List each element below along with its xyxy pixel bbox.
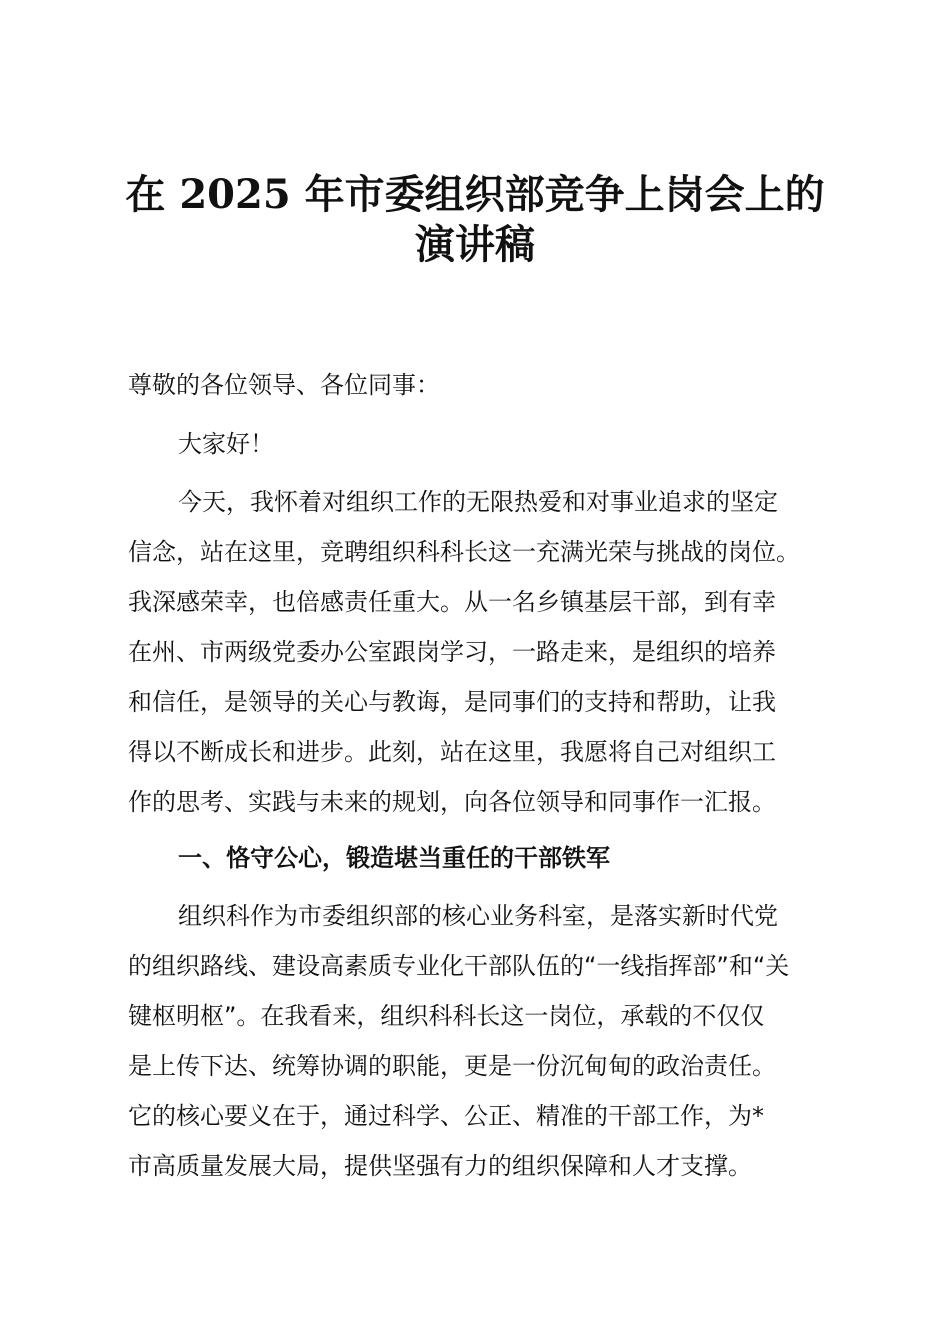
paragraph-line: 今天，我怀着对组织工作的无限热爱和对事业追求的坚定 bbox=[178, 488, 778, 516]
paragraph-line: 得以不断成长和进步。此刻，站在这里，我愿将自己对组织工 bbox=[128, 738, 776, 766]
paragraph-line: 它的核心要义在于，通过科学、公正、精准的干部工作，为* bbox=[128, 1102, 764, 1130]
paragraph-line: 组织科作为市委组织部的核心业务科室，是落实新时代党 bbox=[178, 902, 778, 930]
paragraph-line: 作的思考、实践与未来的规划，向各位领导和同事作一汇报。 bbox=[128, 788, 776, 816]
greeting bbox=[128, 419, 828, 469]
section-1-paragraph bbox=[128, 891, 828, 1191]
section-1-heading bbox=[128, 833, 828, 883]
paragraph-line: 是上传下达、统筹协调的职能，更是一份沉甸甸的政治责任。 bbox=[128, 1052, 776, 1080]
document-title bbox=[120, 166, 830, 266]
salutation bbox=[128, 360, 828, 410]
title-line: 在 2025 年市委组织部竞争上岗会上的 bbox=[125, 171, 825, 218]
greeting-text: 大家好！ bbox=[178, 430, 274, 458]
paragraph-line: 我深感荣幸，也倍感责任重大。从一名乡镇基层干部，到有幸 bbox=[128, 588, 776, 616]
paragraph-line: 信念，站在这里，竞聘组织科科长这一充满光荣与挑战的岗位。 bbox=[128, 538, 800, 566]
paragraph-line: 的组织路线、建设高素质专业化干部队伍的“一线指挥部”和“关 bbox=[128, 952, 790, 980]
intro-paragraph bbox=[128, 477, 828, 827]
paragraph-line: 和信任，是领导的关心与教诲，是同事们的支持和帮助，让我 bbox=[128, 688, 776, 716]
salutation-text: 尊敬的各位领导、各位同事： bbox=[128, 371, 440, 399]
paragraph-line: 键枢明枢”。在我看来，组织科科长这一岗位，承载的不仅仅 bbox=[128, 1002, 765, 1030]
title-line: 演讲稿 bbox=[415, 221, 535, 268]
paragraph-line: 在州、市两级党委办公室跟岗学习，一路走来，是组织的培养 bbox=[128, 638, 776, 666]
paragraph-line: 市高质量发展大局，提供坚强有力的组织保障和人才支撑。 bbox=[128, 1152, 752, 1180]
section-heading-text: 一、恪守公心，锻造堪当重任的干部铁军 bbox=[178, 844, 610, 872]
